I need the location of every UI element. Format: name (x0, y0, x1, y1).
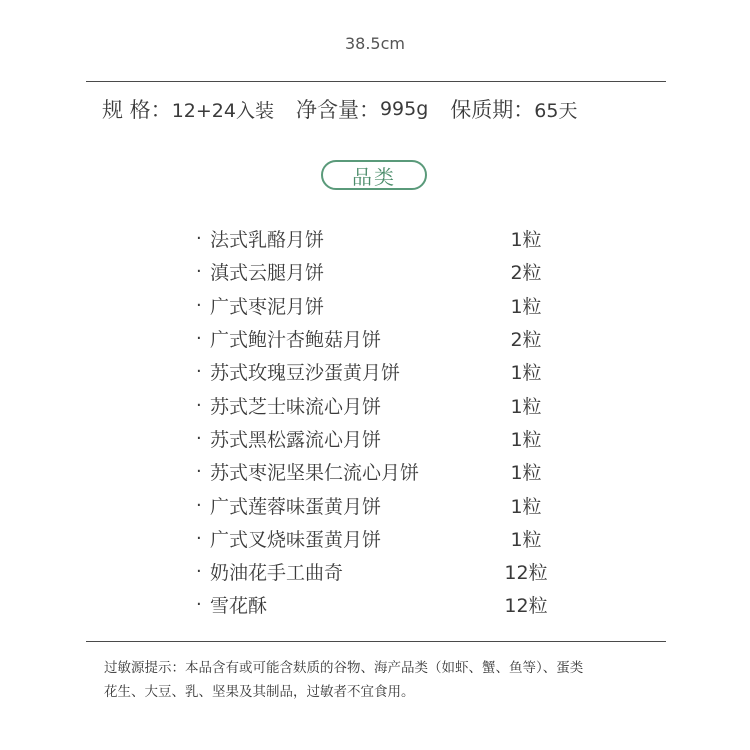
item-quantity: 1粒 (510, 528, 542, 551)
bottom-divider (86, 641, 666, 642)
item-name: 广式枣泥月饼 (210, 295, 325, 318)
spec-size-label: 规 格： (102, 98, 172, 122)
spec-shelf-life (450, 94, 577, 124)
bullet-icon: · (196, 427, 202, 449)
list-item (196, 588, 556, 621)
top-dimension-text: 38.5cm (344, 34, 405, 53)
list-item (196, 488, 556, 521)
item-quantity: 1粒 (510, 362, 542, 385)
spec-bar (102, 92, 662, 126)
list-item (196, 355, 556, 388)
item-quantity: 2粒 (510, 329, 542, 352)
item-name: 雪花酥 (210, 595, 268, 618)
list-item (196, 388, 556, 421)
spec-net-weight-label: 净含量： (295, 98, 380, 122)
spec-size-value: 12+24入装 (171, 99, 274, 122)
spec-net-weight-value: 995g (379, 98, 429, 120)
item-name: 奶油花手工曲奇 (210, 562, 344, 585)
bullet-icon: · (196, 461, 202, 483)
item-quantity: 1粒 (510, 428, 542, 451)
item-name: 滇式云腿月饼 (210, 262, 325, 285)
bullet-icon: · (196, 561, 202, 583)
bullet-icon: · (196, 294, 202, 316)
bullet-icon: · (196, 361, 202, 383)
item-name: 苏式芝士味流心月饼 (210, 395, 382, 418)
spec-net-weight (296, 94, 428, 124)
item-quantity: 2粒 (510, 262, 542, 285)
bullet-icon: · (196, 527, 202, 549)
bullet-icon: · (196, 594, 202, 616)
list-item (196, 555, 556, 588)
category-heading: 品类 (321, 160, 427, 190)
bullet-icon: · (196, 228, 202, 250)
item-list (196, 222, 556, 622)
list-item (196, 255, 556, 288)
bullet-icon: · (196, 394, 202, 416)
bullet-icon: · (196, 328, 202, 350)
spec-shelf-life-label: 保质期： (450, 98, 535, 122)
list-item (196, 522, 556, 555)
spec-shelf-life-value: 65天 (534, 99, 578, 122)
list-item (196, 322, 556, 355)
bullet-icon: · (196, 494, 202, 516)
list-item (196, 455, 556, 488)
item-quantity: 1粒 (510, 462, 542, 485)
item-name: 苏式枣泥坚果仁流心月饼 (210, 462, 420, 485)
item-quantity: 1粒 (510, 295, 542, 318)
item-name: 苏式黑松露流心月饼 (210, 428, 382, 451)
allergy-notice-line-2: 花生、大豆、乳、坚果及其制品，过敏者不宜食用。 (104, 684, 415, 700)
item-quantity: 12粒 (504, 562, 548, 585)
item-quantity: 1粒 (510, 229, 542, 252)
list-item (196, 222, 556, 255)
item-quantity: 1粒 (510, 495, 542, 518)
spec-size (102, 94, 274, 124)
list-item (196, 422, 556, 455)
top-divider (86, 81, 666, 82)
item-quantity: 1粒 (510, 395, 542, 418)
item-name: 苏式玫瑰豆沙蛋黄月饼 (210, 362, 401, 385)
allergy-notice-line-1: 过敏源提示：本品含有或可能含麸质的谷物、海产品类（如虾、蟹、鱼等）、蛋类 (104, 660, 584, 676)
item-name: 广式叉烧味蛋黄月饼 (210, 528, 382, 551)
allergy-notice (104, 656, 684, 704)
list-item (196, 289, 556, 322)
item-name: 广式鲍汁杏鲍菇月饼 (210, 329, 382, 352)
item-name: 广式莲蓉味蛋黄月饼 (210, 495, 382, 518)
item-name: 法式乳酪月饼 (210, 229, 325, 252)
item-quantity: 12粒 (504, 595, 548, 618)
bullet-icon: · (196, 261, 202, 283)
